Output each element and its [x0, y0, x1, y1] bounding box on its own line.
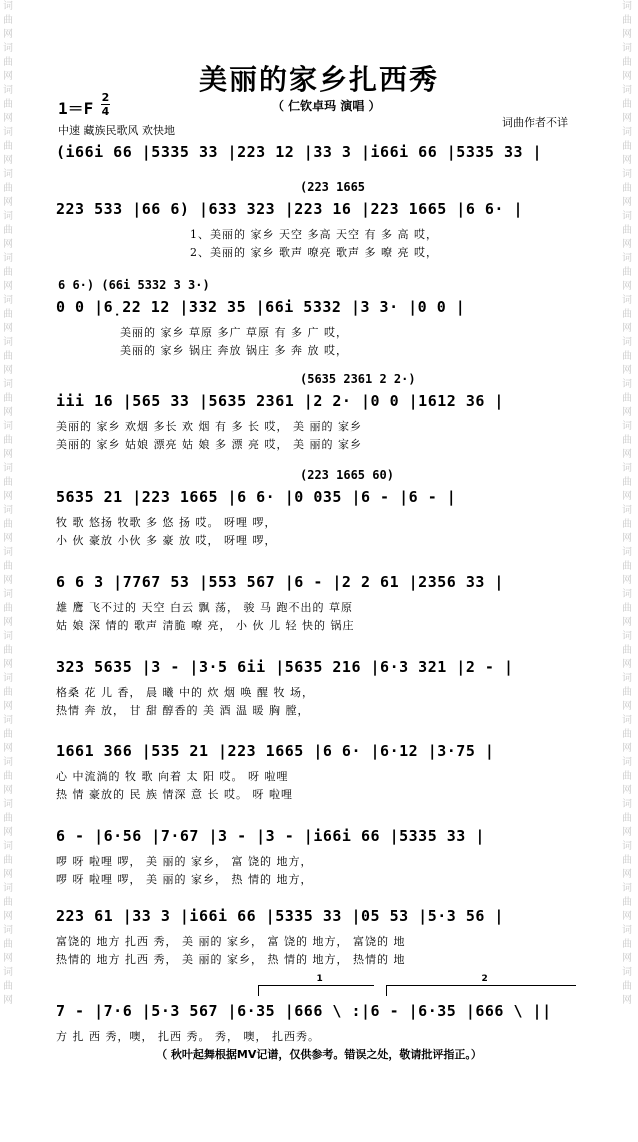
lyric-line: 热情的 地方 扎西 秀， 美 丽的 家乡， 热 情的 地方， 热情的 地 — [56, 953, 406, 966]
notation-line: 5635 21 |223 1665 |6 6· |0 035 |6 - |6 - | — [56, 488, 457, 506]
notation-line: 223 61 |33 3 |i66i 66 |5335 33 |05 53 |5·3 56 | — [56, 907, 504, 925]
lyric-line: 富饶的 地方 扎西 秀， 美 丽的 家乡， 富 饶的 地方， 富饶的 地 — [56, 935, 406, 948]
lyric-line: 心 中流淌的 牧 歌 向着 太 阳 哎。 呀 啦哩 — [56, 770, 289, 783]
volta-label: 2 — [481, 974, 488, 984]
lyric-line: 1、美丽的 家乡 天空 多高 天空 有 多 高 哎， — [190, 228, 438, 241]
lyric-line: 美丽的 家乡 欢烟 多长 欢 烟 有 多 长 哎， 美 丽的 家乡 — [56, 420, 362, 433]
notation-line: iii 16 |565 33 |5635 2361 |2 2· |0 0 |1612 36 | — [56, 392, 504, 410]
lyric-line: 牧 歌 悠扬 牧歌 多 悠 扬 哎。 呀哩 啰， — [56, 516, 277, 529]
volta-bracket — [258, 974, 374, 996]
lyric-line: 方 扎 西 秀，噢， 扎西 秀。 秀， 噢， 扎西秀。 — [56, 1030, 320, 1043]
lyric-line: 小 伙 豪放 小伙 多 豪 放 哎， 呀哩 啰， — [56, 534, 277, 547]
watermark-right: 词 曲 网 词 曲 网 词 曲 网 词 曲 网 词 曲 网 词 曲 网 词 曲 网 词 曲 网 词 曲 网 词 曲 网 词 曲 网 词 曲 网 词 曲 网 词 曲 网 词 曲 网 词 曲 网 词 曲 网 词 曲 网 词 曲 网 词 曲 网 词 曲 网 词 曲 网 词 曲 网 词 曲 网 — [622, 1, 632, 1006]
cue-notes: (5635 2361 2 2·) — [300, 372, 416, 386]
volta-bracket — [386, 974, 576, 996]
footer-note: （ 秋叶起舞根据MV记谱，仅供参考。错误之处，敬请批评指正。） — [156, 1048, 482, 1061]
lyric-line: 热情 奔 放， 甘 甜 醇香的 美 酒 温 暖 胸 膛， — [56, 704, 310, 717]
time-signature: 2 4 — [101, 91, 110, 118]
lyric-line: 啰 呀 啦哩 啰， 美 丽的 家乡， 富 饶的 地方， — [56, 855, 313, 868]
notation-line: 223 533 |66 6) |633 323 |223 16 |223 1665 |6 6· | — [56, 200, 524, 218]
notation-line: 7 - |7·6 |5·3 567 |6·35 |666 \ :|6 - |6·35 |666 \ || — [56, 1002, 552, 1020]
tempo-marking: 中速 藏族民歌风 欢快地 — [58, 124, 175, 137]
cue-notes: (223 1665 — [300, 180, 366, 194]
lyric-line: 格桑 花 儿 香， 晨 曦 中的 炊 烟 唤 醒 牧 场， — [56, 686, 314, 699]
lyric-line: 2、美丽的 家乡 歌声 嘹亮 歌声 多 嘹 亮 哎， — [190, 246, 438, 259]
notation-line: (i66i 66 |5335 33 |223 12 |33 3 |i66i 66 |5335 33 | — [56, 143, 543, 161]
lyric-line: 美丽的 家乡 草原 多广 草原 有 多 广 哎， — [120, 326, 348, 339]
author-credit: 词曲作者不详 — [502, 116, 568, 129]
lyric-line: 啰 呀 啦哩 啰， 美 丽的 家乡， 热 情的 地方， — [56, 873, 313, 886]
lyric-line: 美丽的 家乡 锅庄 奔放 锅庄 多 奔 放 哎， — [120, 344, 348, 357]
lyric-line: 雄 鹰 飞不过的 天空 白云 飘 荡， 骏 马 跑不出的 草原 — [56, 601, 353, 614]
notation-line: 0 0 |6̣22 12 |332 35 |66i 5332 |3 3· |0 0 | — [56, 298, 466, 316]
song-title: 美丽的家乡扎西秀 — [198, 63, 439, 96]
notation-line: 6 - |6·56 |7·67 |3 - |3 - |i66i 66 |5335 33 | — [56, 827, 485, 845]
cue-notes: (223 1665 60) — [300, 468, 394, 482]
singer-credit: （ 仁钦卓玛 演唱 ） — [272, 99, 381, 113]
notation-line: 6 6 3 |7767 53 |553 567 |6 - |2 2 61 |2356 33 | — [56, 573, 504, 591]
lyric-line: 姑 娘 深 情的 歌声 清脆 嘹 亮， 小 伙 儿 轻 快的 锅庄 — [56, 619, 355, 632]
notation-line: 323 5635 |3 - |3·5 6ii |5635 216 |6·3 321 |2 - | — [56, 658, 514, 676]
lyric-line: 热 情 豪放的 民 族 情深 意 长 哎。 呀 啦哩 — [56, 788, 293, 801]
watermark-left: 词 曲 网 词 曲 网 词 曲 网 词 曲 网 词 曲 网 词 曲 网 词 曲 网 词 曲 网 词 曲 网 词 曲 网 词 曲 网 词 曲 网 词 曲 网 词 曲 网 词 曲 网 词 曲 网 词 曲 网 词 曲 网 词 曲 网 词 曲 网 词 曲 网 词 曲 网 词 曲 网 词 曲 网 — [3, 1, 13, 1006]
volta-label: 1 — [316, 974, 323, 984]
lyric-line: 美丽的 家乡 姑娘 漂亮 姑 娘 多 漂 亮 哎， 美 丽的 家乡 — [56, 438, 362, 451]
key-signature: 1＝F — [58, 99, 94, 118]
cue-notes: 6 6·) (66i 5332 3 3·) — [58, 278, 210, 292]
notation-line: 1661 366 |535 21 |223 1665 |6 6· |6·12 |3·75 | — [56, 742, 495, 760]
